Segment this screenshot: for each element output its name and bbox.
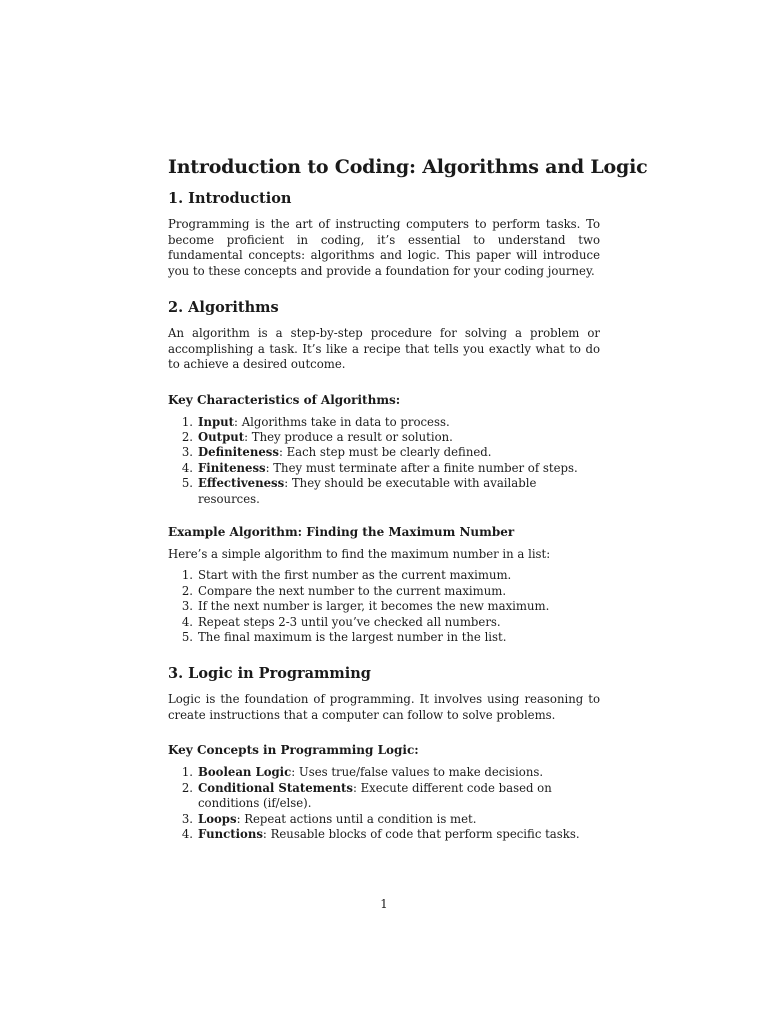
- algorithms-paragraph: An algorithm is a step-by-step procedure for solving a problem or accomplishing a task. It’s like a recipe that tells you exactly what to do to achieve a desired outcome.: [168, 326, 600, 371]
- section-heading-introduction: 1. Introduction: [168, 190, 292, 207]
- list-number: 2.: [181, 583, 193, 598]
- characteristics-heading: Key Characteristics of Algorithms:: [168, 392, 401, 407]
- concepts-heading: Key Concepts in Programming Logic:: [168, 743, 419, 758]
- list-term: Input: [198, 414, 235, 429]
- list-text: : They should be executable with available resources.: [198, 476, 537, 506]
- list-item: [168, 445, 600, 460]
- page-number: 1: [380, 897, 388, 911]
- list-text: The final maximum is the largest number in the list.: [198, 630, 507, 645]
- logic-paragraph: Logic is the foundation of programming. It involves using reasoning to create instructions that a computer can follow to solve problems.: [168, 692, 600, 722]
- list-item: [168, 599, 600, 614]
- list-number: 4.: [181, 827, 193, 842]
- list-item: [168, 430, 600, 445]
- list-term: Effectiveness: [198, 476, 285, 491]
- list-text: : They produce a result or solution.: [244, 429, 453, 444]
- list-item: [168, 568, 600, 583]
- list-term: Definiteness: [198, 445, 279, 460]
- example-heading: Example Algorithm: Finding the Maximum Number: [168, 524, 515, 539]
- list-number: 1.: [181, 568, 193, 583]
- list-text: : They must terminate after a finite number of steps.: [265, 460, 578, 475]
- introduction-paragraph: Programming is the art of instructing computers to perform tasks. To become proficient in coding, it’s essential to understand two fundamental concepts: algorithms and logic. This paper will introduce you to these concepts and provide a foundation for your coding journey.: [168, 217, 600, 278]
- list-text: : Each step must be clearly defined.: [278, 445, 492, 460]
- list-item: [168, 812, 600, 827]
- list-text: : Execute different code based on conditions (if/else).: [198, 780, 552, 811]
- list-text: : Repeat actions until a condition is met.: [236, 811, 477, 826]
- list-item: [168, 781, 600, 812]
- section-heading-logic: 3. Logic in Programming: [168, 665, 371, 683]
- list-term: Functions: [198, 827, 263, 842]
- list-term: Output: [198, 429, 245, 444]
- list-number: 4.: [181, 614, 193, 629]
- list-term: Conditional Statements: [198, 780, 353, 795]
- list-number: 1.: [181, 765, 193, 780]
- document-page: [168, 150, 648, 861]
- list-number: 3.: [181, 599, 193, 614]
- example-steps-list: [168, 568, 600, 645]
- list-text: Compare the next number to the current maximum.: [198, 583, 507, 598]
- list-number: 3.: [181, 811, 193, 826]
- list-number: 3.: [181, 445, 193, 460]
- list-item: [168, 630, 600, 645]
- list-item: [168, 765, 600, 780]
- list-item: [168, 415, 600, 430]
- list-term: Loops: [198, 811, 237, 826]
- list-term: Boolean Logic: [198, 765, 292, 780]
- section-heading-algorithms: 2. Algorithms: [168, 299, 279, 316]
- document-title: Introduction to Coding: Algorithms and Logic: [168, 156, 648, 178]
- example-intro: Here’s a simple algorithm to find the maximum number in a list:: [168, 546, 551, 561]
- list-item: [168, 584, 600, 599]
- list-number: 2.: [181, 780, 193, 795]
- characteristics-list: [168, 415, 600, 507]
- list-number: 5.: [181, 476, 193, 491]
- list-item: [168, 827, 600, 842]
- list-text: : Uses true/false values to make decisions.: [291, 765, 544, 780]
- list-text: Repeat steps 2-3 until you’ve checked all numbers.: [198, 614, 501, 629]
- list-item: [168, 615, 600, 630]
- list-item: [168, 461, 600, 476]
- list-number: 2.: [181, 429, 193, 444]
- list-text: : Reusable blocks of code that perform specific tasks.: [262, 827, 580, 842]
- list-number: 5.: [181, 630, 193, 645]
- list-term: Finiteness: [198, 460, 266, 475]
- list-text: Start with the first number as the current maximum.: [198, 568, 512, 583]
- list-number: 1.: [181, 414, 193, 429]
- list-item: [168, 476, 600, 507]
- list-number: 4.: [181, 460, 193, 475]
- concepts-list: [168, 765, 600, 842]
- list-text: If the next number is larger, it becomes the new maximum.: [198, 599, 550, 614]
- list-text: : Algorithms take in data to process.: [234, 414, 450, 429]
